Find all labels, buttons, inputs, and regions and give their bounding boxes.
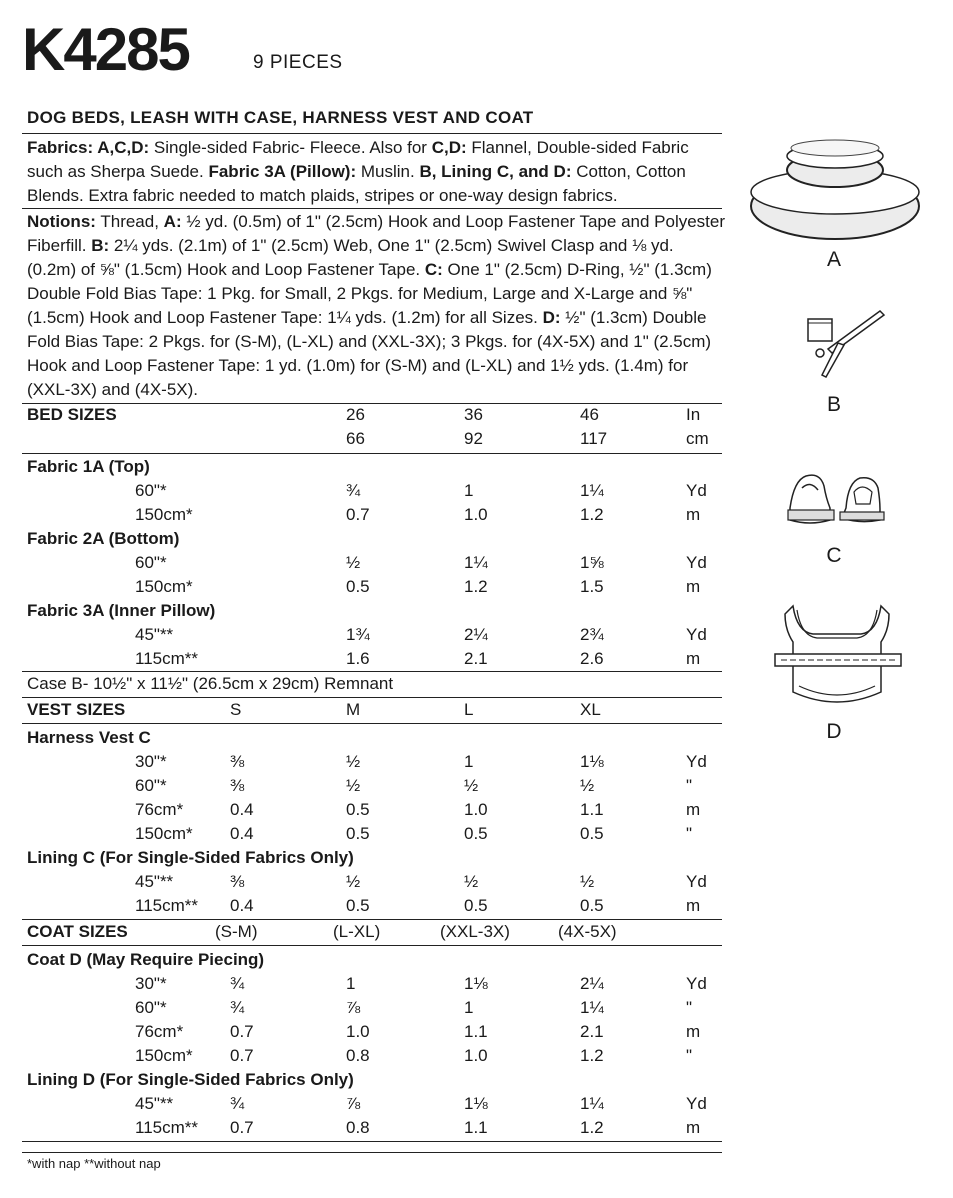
yardage-value: 1 <box>464 998 474 1017</box>
yardage-value: 0.5 <box>346 824 370 843</box>
yardage-value: 0.7 <box>230 1046 254 1065</box>
yardage-value: ½ <box>580 776 595 795</box>
divider <box>22 723 722 724</box>
table-row <box>0 575 953 599</box>
divider <box>22 1141 722 1142</box>
coat-size: (L-XL) <box>333 922 381 941</box>
table-row <box>0 551 953 575</box>
coat-group-title <box>0 1068 953 1092</box>
bed-size-in: In <box>686 405 701 424</box>
group-title: Lining C (For Single-Sided Fabrics Only) <box>27 848 354 867</box>
fabric-width: 115cm** <box>135 896 198 915</box>
coat-illustration <box>773 600 903 712</box>
bed-sizes-heading: BED SIZES <box>27 405 117 424</box>
yardage-value: 2.1 <box>464 649 488 668</box>
yardage-value: 0.8 <box>346 1046 370 1065</box>
table-row <box>0 996 953 1020</box>
yardage-value: 0.7 <box>230 1022 254 1041</box>
yardage-value: 1 <box>464 752 474 771</box>
unit: " <box>686 776 693 795</box>
notions-paragraph: Notions: Thread, A: ½ yd. (0.5m) of 1" (2.5cm) Hook and Loop Fastener Tape and Polyester Fiberfill. B: 2¼ yds. (2.1m) of 1" (2.5cm) Web, One 1" (2.5cm) Swivel Clasp and ⅛ yd. (0.2m) of ⅝" (1.5cm) Hook and Loop Fastener Tape. C: One 1" (2.5cm) D-Ring, ½" (1.3cm) Double Fold Bias Tape: 1 Pkg. for Small, 2 Pkgs. for Medium, Large and X-Large and ⅝" (1.5cm) Hook and Loop Fastener Tape: 1¼ yds. (1.2m) for all Sizes. D: ½" (1.3cm) Double Fold Bias Tape: 2 Pkgs. for (S-M), (L-XL) and (XXL-3X); 3 Pkgs. for (4X-5X) and 1" (2.5cm) Hook and Loop Fastener Tape: 1 yd. (1.0m) for (S-M) and (L-XL) and 1½ yds. (1.4m) for (XXL-3X) and (4X-5X). <box>27 212 726 399</box>
yardage-value: 1¼ <box>580 1094 604 1113</box>
yardage-value: 0.5 <box>580 896 604 915</box>
coat-group-title <box>0 948 953 972</box>
table-row <box>0 798 953 822</box>
piece-count: 9 PIECES <box>253 52 343 73</box>
yardage-value: 1.1 <box>464 1118 488 1137</box>
yardage-value: 0.5 <box>346 577 370 596</box>
bed-size-in: 46 <box>580 405 599 424</box>
figure-d-label: D <box>826 720 842 743</box>
vest-size: XL <box>580 700 601 719</box>
fabric-width: 45"** <box>135 625 174 644</box>
yardage-value: ¾ <box>346 481 361 500</box>
unit: " <box>686 1046 693 1065</box>
unit: Yd <box>686 481 707 500</box>
unit: m <box>686 1118 701 1137</box>
coat-size: (XXL-3X) <box>440 922 510 941</box>
unit: Yd <box>686 752 707 771</box>
yardage-value: 0.5 <box>346 800 370 819</box>
table-row <box>0 750 953 774</box>
fabric-width: 45"** <box>135 872 174 891</box>
fabric-width: 30"* <box>135 752 167 771</box>
yardage-value: 2¾ <box>580 625 604 644</box>
yardage-value: ½ <box>464 776 479 795</box>
table-row <box>0 822 953 846</box>
yardage-value: 0.7 <box>346 505 370 524</box>
yardage-value: 1¼ <box>580 998 604 1017</box>
unit: Yd <box>686 872 707 891</box>
yardage-value: 1¼ <box>580 481 604 500</box>
yardage-value: ¾ <box>230 998 245 1017</box>
yardage-value: 0.5 <box>464 824 488 843</box>
unit: m <box>686 800 701 819</box>
fabric-width: 76cm* <box>135 1022 184 1041</box>
group-title: Fabric 1A (Top) <box>27 457 150 476</box>
yardage-value: 0.8 <box>346 1118 370 1137</box>
figure-b-label: B <box>826 393 841 416</box>
fabric-width: 60"* <box>135 998 167 1017</box>
table-row <box>0 1044 953 1068</box>
yardage-value: 0.5 <box>464 896 488 915</box>
yardage-value: ⅞ <box>346 998 361 1017</box>
yardage-value: ¾ <box>230 974 245 993</box>
divider <box>22 945 722 946</box>
table-row <box>0 1020 953 1044</box>
unit: m <box>686 896 701 915</box>
yardage-value: 0.7 <box>230 1118 254 1137</box>
table-row <box>0 1092 953 1116</box>
yardage-value: 1.0 <box>464 505 488 524</box>
vest-size: M <box>346 700 361 719</box>
table-row <box>0 894 953 918</box>
table-row <box>0 774 953 798</box>
bed-size-cm: 66 <box>346 429 365 448</box>
group-title: Fabric 3A (Inner Pillow) <box>27 601 216 620</box>
divider <box>22 453 722 454</box>
yardage-value: ⅜ <box>230 776 245 795</box>
yardage-value: 1.0 <box>346 1022 370 1041</box>
fabric-width: 30"* <box>135 974 167 993</box>
divider <box>22 133 722 134</box>
table-row <box>0 972 953 996</box>
yardage-value: 0.4 <box>230 824 254 843</box>
fabric-width: 76cm* <box>135 800 184 819</box>
yardage-value: 1 <box>346 974 356 993</box>
yardage-value: 1¼ <box>464 553 488 572</box>
coat-sizes-header <box>0 920 953 944</box>
group-title: Coat D (May Require Piecing) <box>27 950 265 969</box>
yardage-value: ½ <box>464 872 479 891</box>
yardage-value: 1.1 <box>464 1022 488 1041</box>
unit: Yd <box>686 553 707 572</box>
harness-vest-illustration <box>780 468 892 532</box>
case-remnant: Case B- 10½" x 11½" (26.5cm x 29cm) Remnant <box>27 674 394 693</box>
pattern-number: K4285 <box>22 16 189 83</box>
yardage-value: 1.2 <box>580 1046 604 1065</box>
fabric-width: 60"* <box>135 553 167 572</box>
group-title: Harness Vest C <box>27 728 151 747</box>
unit: Yd <box>686 625 707 644</box>
fabric-width: 150cm* <box>135 1046 193 1065</box>
yardage-value: 1⅝ <box>580 553 604 572</box>
unit: m <box>686 505 701 524</box>
divider <box>22 208 722 209</box>
yardage-value: ½ <box>346 776 361 795</box>
dog-bed-illustration <box>745 128 925 248</box>
fabrics-paragraph: Fabrics: A,C,D: Single-sided Fabric- Fleece. Also for C,D: Flannel, Double-sided Fabric such as Sherpa Suede. Fabric 3A (Pillow): Muslin. B, Lining C, and D: Cotton, Cotton Blends. Extra fabric needed to match plaids, stripes or one-way design fabrics. <box>27 138 689 205</box>
yardage-value: 1.5 <box>580 577 604 596</box>
unit: m <box>686 649 701 668</box>
bed-size-in: 26 <box>346 405 365 424</box>
footnote: *with nap **without nap <box>27 1156 161 1171</box>
yardage-value: 0.5 <box>346 896 370 915</box>
divider <box>22 1152 722 1153</box>
yardage-value: 1¾ <box>346 625 370 644</box>
yardage-value: 0.5 <box>580 824 604 843</box>
vest-size: L <box>464 700 474 719</box>
bed-size-cm: 92 <box>464 429 483 448</box>
unit: Yd <box>686 1094 707 1113</box>
pattern-title: DOG BEDS, LEASH WITH CASE, HARNESS VEST AND COAT <box>27 108 534 127</box>
unit: m <box>686 577 701 596</box>
unit: " <box>686 998 693 1017</box>
fabric-width: 150cm* <box>135 505 193 524</box>
vest-sizes-heading: VEST SIZES <box>27 700 126 719</box>
bed-sizes-cm-row <box>0 427 953 451</box>
yardage-value: ½ <box>346 752 361 771</box>
yardage-value: 1.2 <box>464 577 488 596</box>
yardage-value: ⅜ <box>230 872 245 891</box>
vest-size: S <box>230 700 242 719</box>
fabric-width: 60"* <box>135 481 167 500</box>
unit: " <box>686 824 693 843</box>
figure-c-label: C <box>826 544 842 567</box>
vest-group-title <box>0 846 953 870</box>
yardage-value: 0.4 <box>230 896 254 915</box>
group-title: Lining D (For Single-Sided Fabrics Only) <box>27 1070 354 1089</box>
yardage-value: ½ <box>346 553 361 572</box>
fabric-width: 115cm** <box>135 1118 198 1137</box>
coat-sizes-heading: COAT SIZES <box>27 922 128 941</box>
yardage-value: 1⅛ <box>464 974 488 993</box>
yardage-value: 2¼ <box>580 974 604 993</box>
yardage-value: ⅜ <box>230 752 245 771</box>
vest-group-title <box>0 726 953 750</box>
yardage-value: 2¼ <box>464 625 488 644</box>
unit: m <box>686 1022 701 1041</box>
bed-size-in: 36 <box>464 405 483 424</box>
fabric-width: 45"** <box>135 1094 174 1113</box>
figure-a-label: A <box>826 248 841 271</box>
yardage-value: 1.2 <box>580 1118 604 1137</box>
yardage-value: 0.4 <box>230 800 254 819</box>
coat-size: (4X-5X) <box>558 922 617 941</box>
yardage-value: 1.0 <box>464 1046 488 1065</box>
yardage-value: 1⅛ <box>464 1094 488 1113</box>
yardage-value: ½ <box>346 872 361 891</box>
yardage-value: ⅞ <box>346 1094 361 1113</box>
fabric-width: 115cm** <box>135 649 198 668</box>
bed-size-cm: 117 <box>580 429 608 448</box>
yardage-value: ½ <box>580 872 595 891</box>
yardage-value: 2.6 <box>580 649 604 668</box>
group-title: Fabric 2A (Bottom) <box>27 529 180 548</box>
table-row <box>0 870 953 894</box>
table-row <box>0 1116 953 1140</box>
yardage-value: 1.2 <box>580 505 604 524</box>
fabric-width: 150cm* <box>135 824 193 843</box>
yardage-value: 1.0 <box>464 800 488 819</box>
yardage-value: 1 <box>464 481 474 500</box>
unit: Yd <box>686 974 707 993</box>
yardage-value: 1.6 <box>346 649 370 668</box>
leash-with-case-illustration <box>798 305 888 385</box>
yardage-value: 1⅛ <box>580 752 604 771</box>
fabric-width: 60"* <box>135 776 167 795</box>
yardage-value: 1.1 <box>580 800 604 819</box>
bed-sizes-header <box>0 403 953 427</box>
fabric-width: 150cm* <box>135 577 193 596</box>
bed-size-cm: cm <box>686 429 709 448</box>
coat-size: (S-M) <box>215 922 258 941</box>
yardage-value: ¾ <box>230 1094 245 1113</box>
yardage-value: 2.1 <box>580 1022 604 1041</box>
